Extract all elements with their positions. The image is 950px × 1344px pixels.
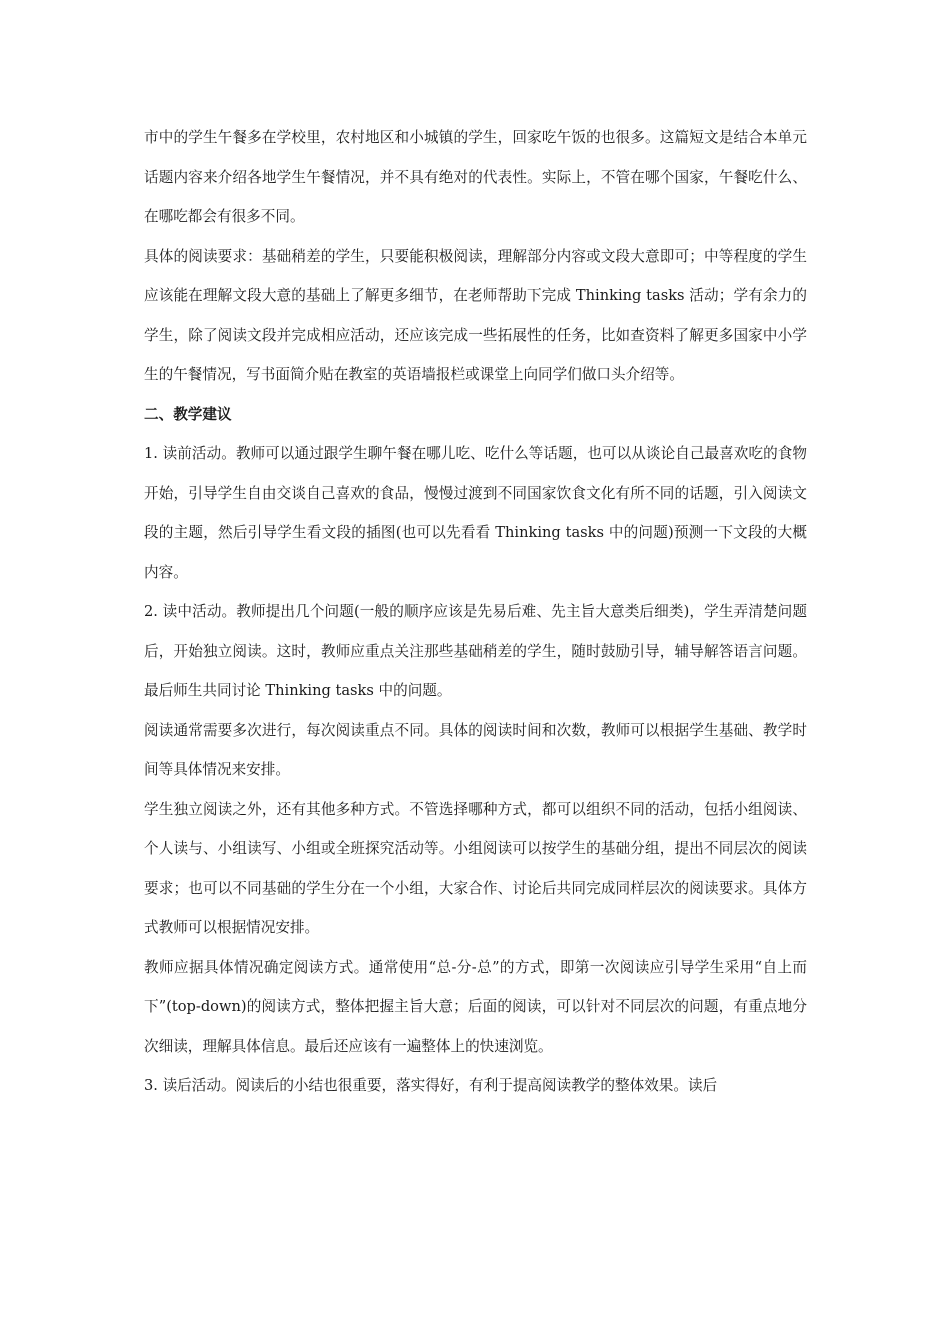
paragraph-reading-requirements: 具体的阅读要求：基础稍差的学生，只要能积极阅读，理解部分内容或文段大意即可；中等程度的学生应该能在理解文段大意的基础上了解更多细节，在老师帮助下完成 Thinking tasks 活动；学有余力的学生，除了阅读文段并完成相应活动，还应该完成一些拓展性的任务，比如查资料了解更多国家中小学生的午餐情况，写书面简介贴在教室的英语墙报栏或课堂上向同学们做口头介绍等。 [144,247,807,383]
section-heading-teaching-suggestions: 二、教学建议 [144,405,232,423]
paragraph-while-reading: 2. 读中活动。教师提出几个问题(一般的顺序应该是先易后难、先主旨大意类后细类)，学生弄清楚问题后，开始独立阅读。这时，教师应重点关注那些基础稍差的学生，随时鼓励引导，辅导解答语言问题。最后师生共同讨论 Thinking tasks 中的问题。 [144,603,807,699]
paragraph-pre-reading: 1. 读前活动。教师可以通过跟学生聊午餐在哪儿吃、吃什么等话题，也可以从谈论自己最喜欢吃的食物开始，引导学生自由交谈自己喜欢的食品，慢慢过渡到不同国家饮食文化有所不同的话题，引入阅读文段的主题，然后引导学生看文段的插图(也可以先看看 Thinking tasks 中的问题)预测一下文段的大概内容。 [144,445,807,581]
paragraph-reading-method: 教师应据具体情况确定阅读方式。通常使用“总-分-总”的方式，即第一次阅读应引导学生采用“自上而下”(top-down)的阅读方式，整体把握主旨大意；后面的阅读，可以针对不同层次的问题，有重点地分次细读，理解具体信息。最后还应该有一遍整体上的快速浏览。 [144,958,807,1055]
paragraph-lunch-intro: 市中的学生午餐多在学校里，农村地区和小城镇的学生，回家吃午饭的也很多。这篇短文是结合本单元话题内容来介绍各地学生午餐情况，并不具有绝对的代表性。实际上，不管在哪个国家，午餐吃什么、在哪吃都会有很多不同。 [144,129,807,225]
paragraph-post-reading: 3. 读后活动。阅读后的小结也很重要，落实得好，有利于提高阅读教学的整体效果。读后 [144,1077,718,1094]
paragraph-multiple-readings: 阅读通常需要多次进行，每次阅读重点不同。具体的阅读时间和次数，教师可以根据学生基础、教学时间等具体情况来安排。 [144,721,807,778]
paragraph-reading-modes: 学生独立阅读之外，还有其他多种方式。不管选择哪种方式，都可以组织不同的活动，包括小组阅读、个人读与、小组读写、小组或全班探究活动等。小组阅读可以按学生的基础分组，提出不同层次的阅读要求；也可以不同基础的学生分在一个小组，大家合作、讨论后共同完成同样层次的阅读要求。具体方式教师可以根据情况安排。 [144,800,807,936]
document-page [144,118,807,1106]
